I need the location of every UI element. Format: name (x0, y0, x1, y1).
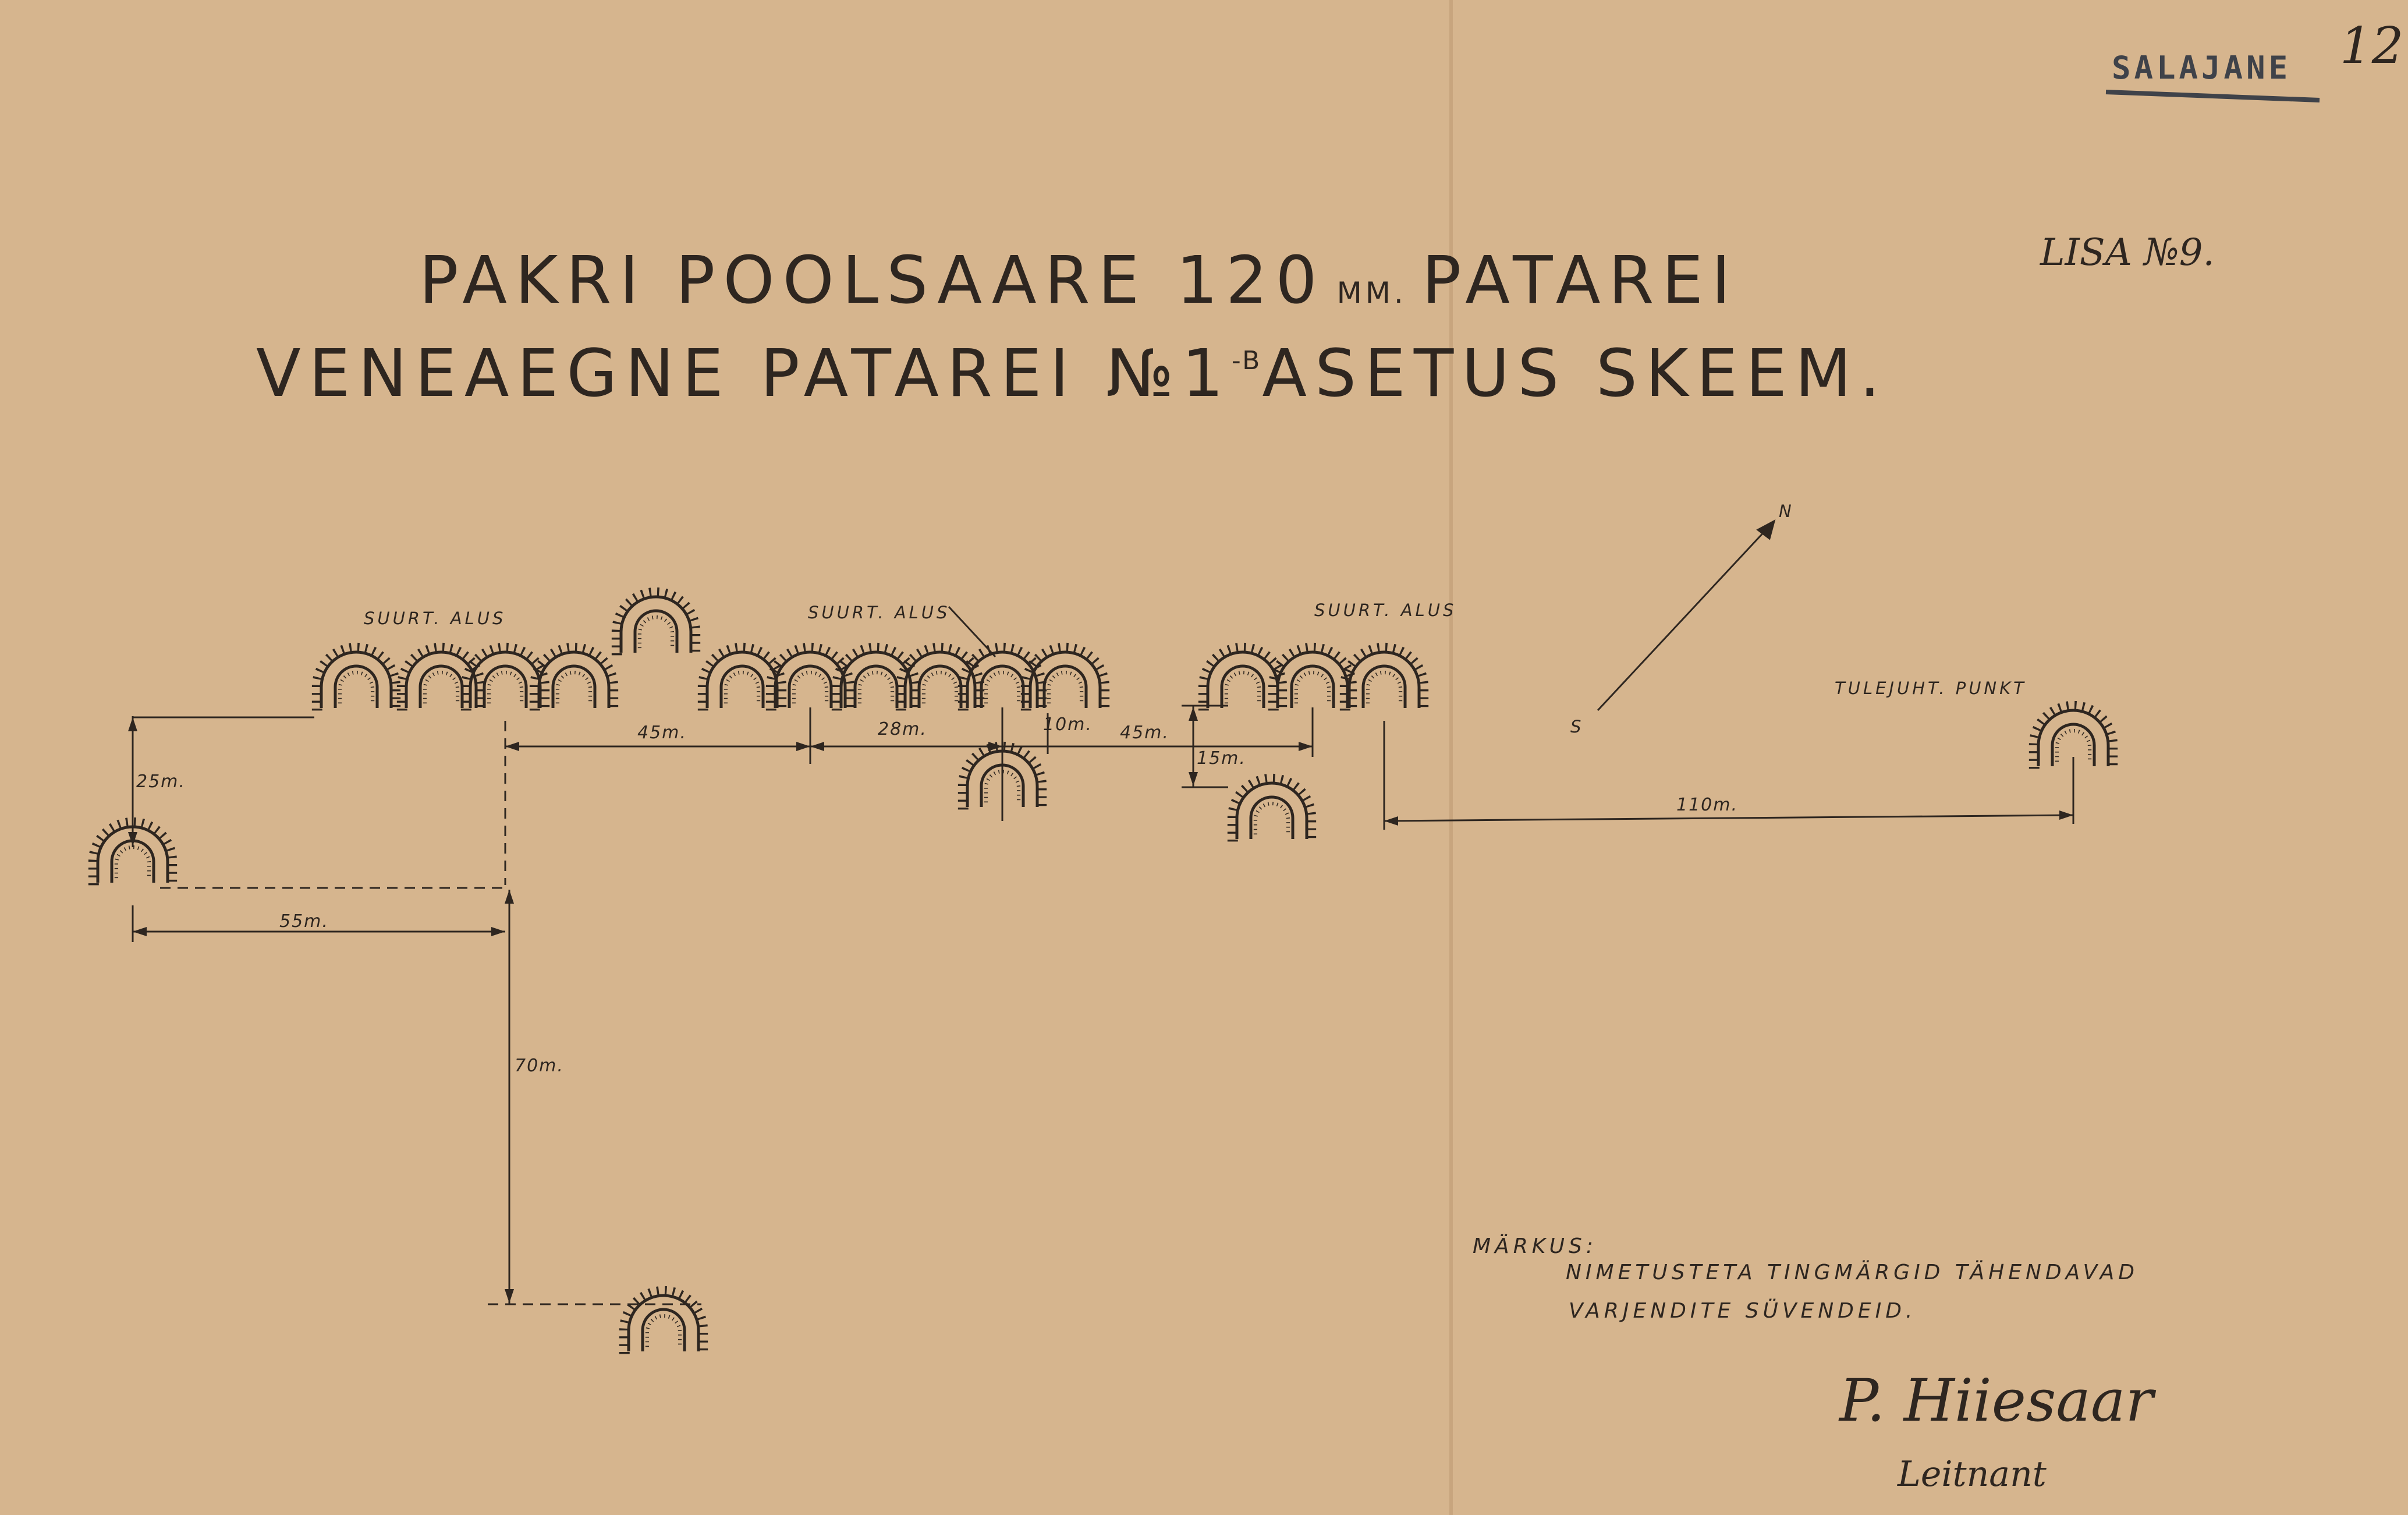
title-line-1-unit: MM. (1336, 276, 1407, 310)
compass-south: S (1570, 717, 1584, 737)
secret-stamp (2106, 49, 2320, 100)
dimension-110m: 110m. (1676, 795, 1739, 815)
compass-north: N (1779, 501, 1795, 521)
appendix-label: LISA №9. (2040, 231, 2215, 274)
gun-base-label-1: SUURT. ALUS (364, 608, 506, 628)
stamp-text: SALAJANE (2112, 49, 2292, 86)
signature (1838, 1367, 2157, 1495)
note-line-2: VARJENDITE SÜVENDEID. (1569, 1299, 1917, 1323)
emplacement (535, 648, 613, 711)
emplacement (1233, 779, 1311, 842)
title-line-2 (256, 336, 1888, 412)
compass (1570, 501, 1795, 737)
dimension-55m: 55m. (279, 911, 329, 932)
dimension-45m-right: 45m. (1120, 723, 1169, 743)
emplacement (617, 593, 695, 656)
title-line-2-end: ASETUS SKEEM. (1262, 336, 1889, 412)
title-line-1-main: PAKRI POOLSAARE 120 (419, 243, 1325, 318)
emplacement (625, 1291, 703, 1354)
note-line-1: NIMETUSTETA TINGMÄRGID TÄHENDAVAD (1566, 1261, 2139, 1284)
note-heading: MÄRKUS: (1473, 1234, 1598, 1258)
signature-rank: Leitnant (1898, 1454, 2047, 1495)
dimension-10m: 10m. (1043, 714, 1093, 735)
dimension-lines (128, 706, 2073, 1304)
dimension-70m: 70m. (515, 1056, 564, 1076)
dimension-28m: 28m. (878, 719, 927, 739)
emplacement (1345, 648, 1423, 711)
page-title (256, 243, 1888, 412)
gun-base-label-3: SUURT. ALUS (1314, 600, 1457, 620)
fire-control-label: TULEJUHT. PUNKT (1835, 678, 2027, 698)
title-line-2-main: VENEAEGNE PATAREI №1 (256, 336, 1232, 412)
dimension-15m: 15m. (1197, 748, 1246, 769)
signature-name: P. Hiiesaar (1839, 1367, 2154, 1435)
dimension-45m-left: 45m. (637, 723, 687, 743)
title-line-1 (419, 243, 1739, 318)
paper-fold (1449, 0, 1453, 1515)
emplacements (94, 593, 2112, 1354)
emplacement (317, 648, 395, 711)
gun-base-label-2: SUURT. ALUS (808, 603, 951, 622)
dimension-25m: 25m. (136, 771, 186, 792)
title-line-2-sup: -B (1231, 346, 1262, 376)
title-line-1-end: PATAREI (1421, 243, 1739, 318)
remarks-note (1473, 1234, 2139, 1323)
page-number: 12 (2340, 17, 2404, 75)
